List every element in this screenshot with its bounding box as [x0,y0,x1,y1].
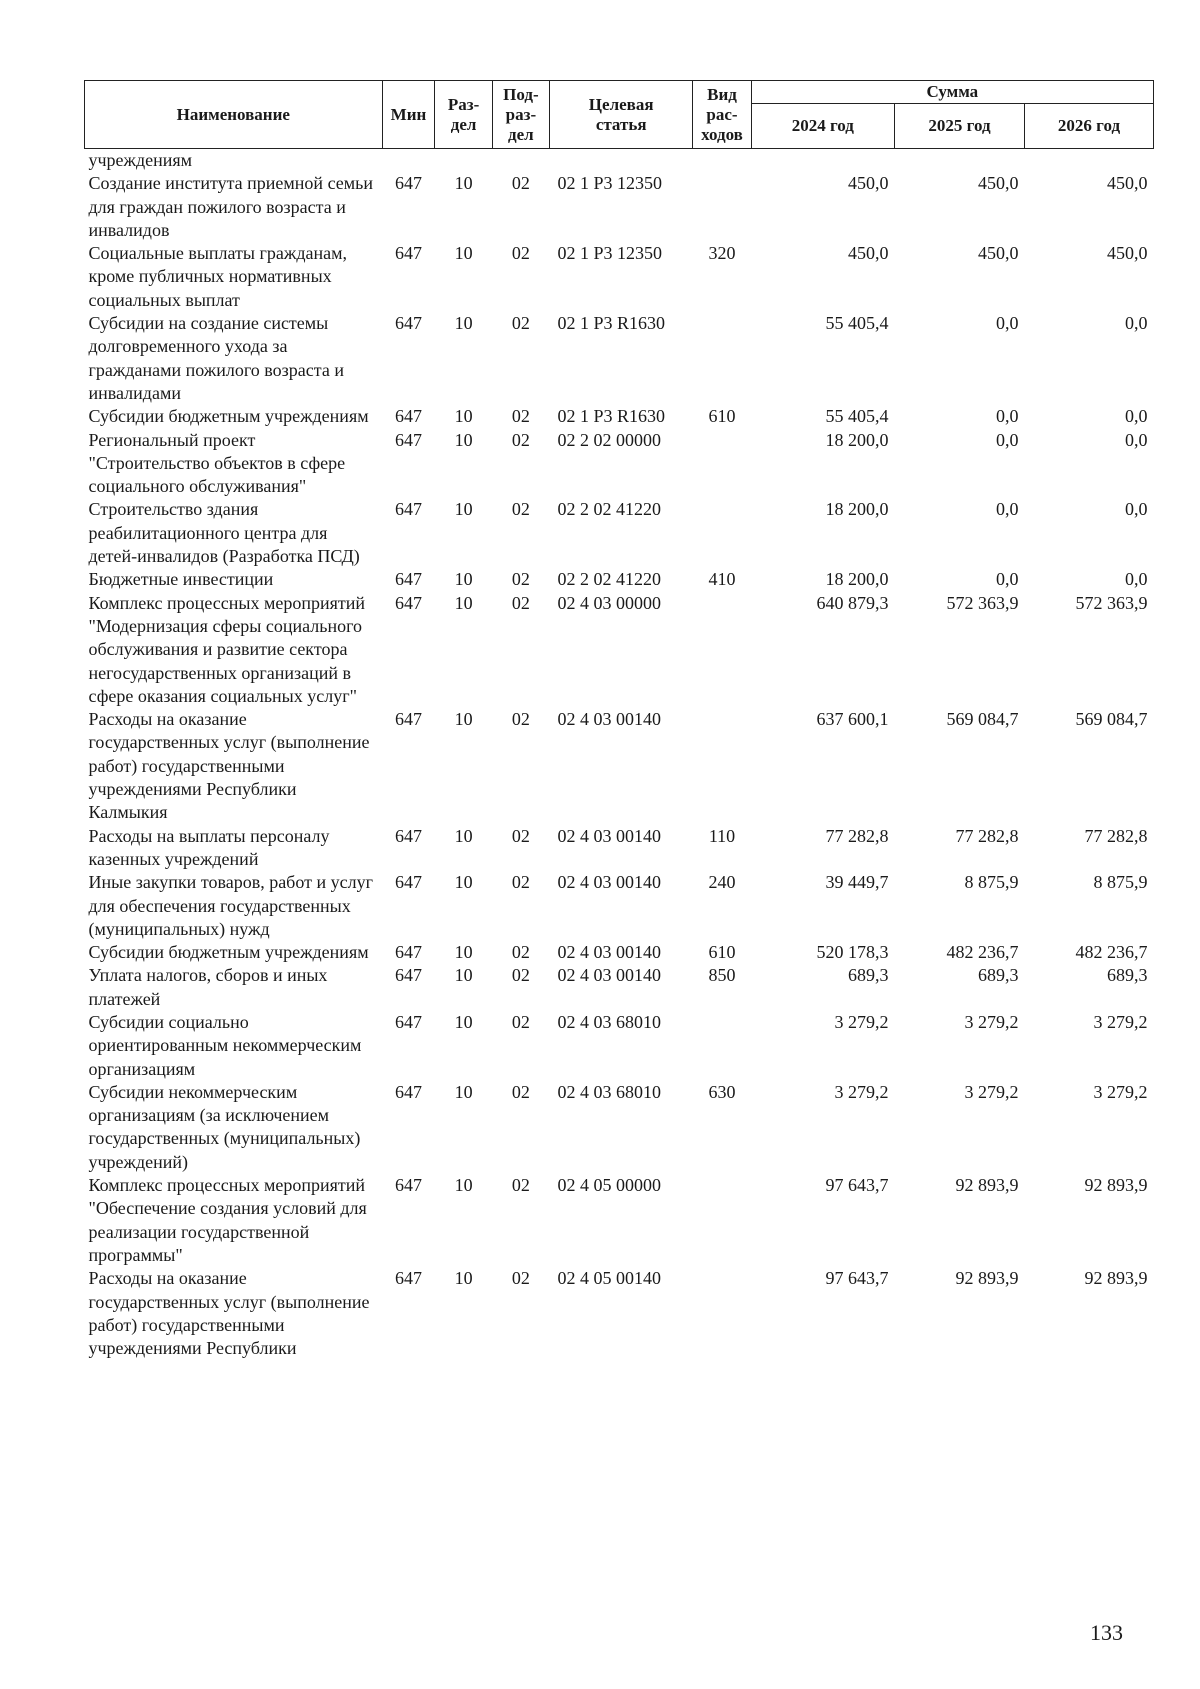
cell-podrazdel: 02 [511,1175,530,1196]
cell-podrazdel: 02 [511,1011,530,1032]
cell-sum-2024: 39 449,7 [825,872,889,893]
cell-min: 647 [394,709,422,730]
cell-vid-rashodov: 630 [708,1081,736,1102]
cell-podrazdel: 02 [511,965,530,986]
cell-sum-2025: 569 084,7 [946,709,1019,730]
cell-sum-2024: 18 200,0 [825,429,889,450]
cell-sum-2026: 0,0 [1125,406,1148,427]
cell-razdel: 10 [454,406,473,427]
cell-name: Иные закупки товаров, работ и услуг для обеспечения государственных (муниципальных) нужд [88,872,373,939]
cell-min: 647 [394,243,422,264]
cell-sum-2025: 689,3 [978,965,1019,986]
cell-tselevaya-statya: 02 2 02 41220 [557,569,662,590]
cell-name: Комплекс процессных мероприятий "Обеспечение создания условий для реализации государственной программы" [88,1175,367,1265]
cell-sum-2026: 3 279,2 [1093,1011,1148,1032]
cell-sum-2024: 55 405,4 [825,406,889,427]
cell-name: Субсидии на создание системы долговременного ухода за гражданами пожилого возраста и инвалидами [88,313,344,403]
header-podrazdel: Под- раз- дел [492,81,549,149]
cell-podrazdel: 02 [511,872,530,893]
cell-podrazdel: 02 [511,313,530,334]
cell-vid-rashodov [693,708,751,824]
cell-sum-2025 [894,149,1024,173]
cell-tselevaya-statya: 02 4 03 00000 [557,592,662,613]
cell-sum-2026: 8 875,9 [1093,872,1148,893]
cell-tselevaya-statya: 02 4 03 00140 [557,872,662,893]
cell-min: 647 [394,942,422,963]
cell-sum-2025: 77 282,8 [955,825,1019,846]
cell-sum-2025: 8 875,9 [964,872,1019,893]
cell-podrazdel: 02 [511,499,530,520]
cell-vid-rashodov [693,1011,751,1081]
cell-sum-2025: 3 279,2 [964,1081,1019,1102]
cell-vid-rashodov: 850 [708,965,736,986]
table-row [85,429,1154,499]
cell-razdel: 10 [454,942,473,963]
cell-podrazdel [492,149,549,173]
cell-vid-rashodov: 110 [708,825,736,846]
cell-sum-2026: 572 363,9 [1075,592,1148,613]
cell-min: 647 [394,406,422,427]
cell-name: Социальные выплаты гражданам, кроме публичных нормативных социальных выплат [88,243,347,310]
cell-tselevaya-statya: 02 1 P3 R1630 [557,406,666,427]
cell-tselevaya-statya: 02 1 P3 R1630 [557,313,666,334]
cell-sum-2024: 18 200,0 [825,499,889,520]
table-body [85,149,1154,1361]
cell-sum-2025: 572 363,9 [946,592,1019,613]
header-summa: Сумма [751,81,1153,104]
table-row [85,708,1154,824]
cell-sum-2024 [751,149,894,173]
cell-name: Субсидии бюджетным учреждениям [88,406,369,427]
cell-podrazdel: 02 [511,173,530,194]
cell-vid-rashodov [693,429,751,499]
cell-sum-2024: 640 879,3 [816,592,889,613]
cell-sum-2025: 0,0 [996,429,1019,450]
cell-sum-2026: 0,0 [1125,569,1148,590]
table-row [85,1267,1154,1360]
cell-sum-2024: 3 279,2 [834,1011,889,1032]
cell-sum-2025: 3 279,2 [964,1011,1019,1032]
cell-razdel: 10 [454,1011,473,1032]
cell-sum-2026: 77 282,8 [1084,825,1148,846]
cell-min [382,149,435,173]
cell-razdel: 10 [454,1081,473,1102]
cell-podrazdel: 02 [511,406,530,427]
cell-vid-rashodov: 410 [708,569,736,590]
cell-razdel [435,149,492,173]
cell-tselevaya-statya: 02 4 03 00140 [557,942,662,963]
cell-tselevaya-statya: 02 4 05 00000 [557,1175,662,1196]
cell-min: 647 [394,592,422,613]
header-razdel: Раз- дел [435,81,492,149]
cell-sum-2024: 3 279,2 [834,1081,889,1102]
cell-razdel: 10 [454,429,473,450]
cell-sum-2026: 450,0 [1107,173,1148,194]
table-header [85,81,1154,149]
cell-sum-2025: 482 236,7 [946,942,1019,963]
cell-sum-2026: 0,0 [1125,429,1148,450]
cell-tselevaya-statya: 02 4 03 68010 [557,1011,662,1032]
cell-sum-2025: 0,0 [996,406,1019,427]
cell-razdel: 10 [454,872,473,893]
header-min: Мин [382,81,435,149]
cell-name: Расходы на выплаты персоналу казенных учреждений [88,825,330,869]
cell-min: 647 [394,173,422,194]
cell-tselevaya-statya: 02 4 03 00140 [557,825,662,846]
cell-min: 647 [394,1081,422,1102]
cell-razdel: 10 [454,499,473,520]
cell-sum-2025: 450,0 [978,243,1019,264]
table-row [85,1011,1154,1081]
cell-vid-rashodov [693,498,751,568]
cell-name: Уплата налогов, сборов и иных платежей [88,965,328,1009]
table-row [85,941,1154,964]
cell-vid-rashodov [693,592,751,708]
cell-min: 647 [394,1011,422,1032]
cell-razdel: 10 [454,1175,473,1196]
cell-sum-2024: 637 600,1 [816,709,889,730]
cell-sum-2024: 450,0 [847,173,889,194]
cell-tselevaya-statya: 02 1 P3 12350 [557,243,663,264]
table-row [85,1174,1154,1267]
cell-tselevaya-statya: 02 2 02 00000 [557,429,662,450]
cell-min: 647 [394,499,422,520]
cell-sum-2026: 3 279,2 [1093,1081,1148,1102]
cell-razdel: 10 [454,1268,473,1289]
cell-sum-2024: 18 200,0 [825,569,889,590]
header-tselevaya-statya: Целевая статья [550,81,693,149]
cell-podrazdel: 02 [511,429,530,450]
cell-sum-2024: 520 178,3 [816,942,889,963]
cell-vid-rashodov: 610 [708,942,736,963]
cell-sum-2026: 569 084,7 [1075,709,1148,730]
cell-sum-2026: 92 893,9 [1084,1268,1148,1289]
cell-sum-2026: 92 893,9 [1084,1175,1148,1196]
table-row [85,871,1154,941]
cell-name: Субсидии бюджетным учреждениям [88,942,369,963]
cell-podrazdel: 02 [511,825,530,846]
header-year-2024: 2024 год [751,104,894,149]
cell-sum-2025: 92 893,9 [955,1175,1019,1196]
cell-sum-2026: 689,3 [1107,965,1148,986]
cell-sum-2025: 92 893,9 [955,1268,1019,1289]
cell-vid-rashodov: 240 [708,872,736,893]
cell-name: Комплекс процессных мероприятий "Модернизация сферы социального обслуживания и развитие сектора негосударственных организаций в сфере оказания социальных услуг" [88,592,366,706]
table-row [85,1081,1154,1174]
cell-sum-2026: 482 236,7 [1075,942,1148,963]
cell-name: Расходы на оказание государственных услуг (выполнение работ) государственными учреждениями Республики Калмыкия [88,709,370,823]
table-row [85,825,1154,872]
table-row [85,149,1154,173]
cell-min: 647 [394,429,422,450]
cell-podrazdel: 02 [511,243,530,264]
header-year-2026: 2026 год [1025,104,1154,149]
table-row [85,498,1154,568]
header-year-2025: 2025 год [894,104,1024,149]
cell-tselevaya-statya: 02 2 02 41220 [557,499,662,520]
cell-vid-rashodov [693,1174,751,1267]
cell-name: учреждениям [88,150,193,170]
cell-min: 647 [394,965,422,986]
cell-razdel: 10 [454,313,473,334]
cell-name: Бюджетные инвестиции [88,569,274,590]
cell-name: Субсидии социально ориентированным некоммерческим организациям [88,1011,362,1079]
table-row [85,242,1154,312]
cell-podrazdel: 02 [511,1268,530,1289]
cell-razdel: 10 [454,569,473,590]
cell-tselevaya-statya: 02 1 P3 12350 [557,173,663,194]
cell-vid-rashodov: 610 [708,406,736,427]
cell-razdel: 10 [454,965,473,986]
cell-vid-rashodov [693,312,751,405]
cell-sum-2026: 450,0 [1107,243,1148,264]
cell-name: Региональный проект "Строительство объектов в сфере социального обслуживания" [88,429,346,497]
cell-name: Субсидии некоммерческим организациям (за исключением государственных (муниципальных) учреждений) [88,1081,361,1172]
cell-min: 647 [394,569,422,590]
table-row [85,592,1154,708]
cell-tselevaya-statya: 02 4 05 00140 [557,1268,662,1289]
cell-razdel: 10 [454,825,473,846]
table-row [85,568,1154,591]
table-row [85,312,1154,405]
header-vid-rashodov: Вид рас- ходов [693,81,751,149]
cell-tselevaya-statya: 02 4 03 00140 [557,709,662,730]
cell-vid-rashodov [693,149,751,173]
cell-sum-2024: 689,3 [847,965,889,986]
cell-vid-rashodov: 320 [708,243,736,264]
cell-min: 647 [394,825,422,846]
cell-tselevaya-statya: 02 4 03 68010 [557,1081,662,1102]
cell-vid-rashodov [693,1267,751,1360]
header-name: Наименование [85,81,383,149]
cell-podrazdel: 02 [511,592,530,613]
table-row [85,964,1154,1011]
cell-razdel: 10 [454,592,473,613]
page-number: 133 [1090,1620,1123,1645]
table-row [85,405,1154,428]
cell-sum-2024: 97 643,7 [825,1268,889,1289]
cell-razdel: 10 [454,173,473,194]
cell-min: 647 [394,872,422,893]
cell-name: Расходы на оказание государственных услуг (выполнение работ) государственными учреждениями Республики [88,1268,370,1359]
cell-sum-2026 [1025,149,1154,173]
cell-podrazdel: 02 [511,1081,530,1102]
cell-sum-2025: 0,0 [996,569,1019,590]
cell-sum-2024: 97 643,7 [825,1175,889,1196]
cell-min: 647 [394,313,422,334]
cell-tselevaya-statya [550,149,693,173]
cell-min: 647 [394,1268,422,1289]
cell-min: 647 [394,1175,422,1196]
cell-podrazdel: 02 [511,569,530,590]
cell-tselevaya-statya: 02 4 03 00140 [557,965,662,986]
cell-name: Строительство здания реабилитационного центра для детей-инвалидов (Разработка ПСД) [88,499,360,567]
cell-sum-2024: 77 282,8 [825,825,889,846]
cell-sum-2025: 0,0 [996,499,1019,520]
cell-sum-2026: 0,0 [1125,499,1148,520]
cell-razdel: 10 [454,243,473,264]
budget-table [84,80,1154,1360]
cell-sum-2025: 0,0 [996,313,1019,334]
cell-podrazdel: 02 [511,709,530,730]
cell-vid-rashodov [693,172,751,242]
cell-podrazdel: 02 [511,942,530,963]
cell-sum-2025: 450,0 [978,173,1019,194]
cell-name: Создание института приемной семьи для граждан пожилого возраста и инвалидов [88,173,373,240]
table-row [85,172,1154,242]
cell-sum-2026: 0,0 [1125,313,1148,334]
cell-sum-2024: 450,0 [847,243,889,264]
cell-razdel: 10 [454,709,473,730]
cell-sum-2024: 55 405,4 [825,313,889,334]
